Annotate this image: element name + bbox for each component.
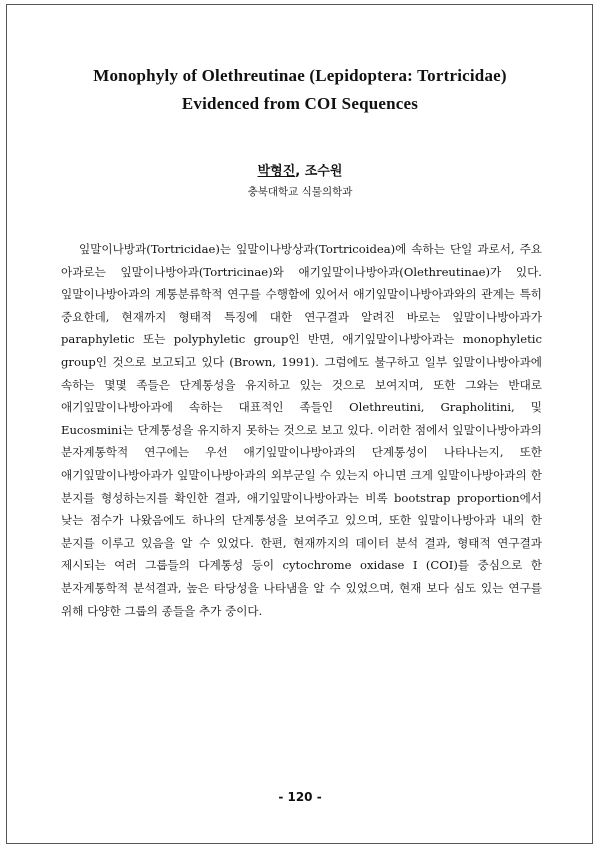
author-2: 조수원 <box>304 164 343 179</box>
abstract <box>61 238 542 622</box>
affiliation: 충북대학교 식물의학과 <box>247 186 353 198</box>
paper-title <box>40 62 560 118</box>
author-list <box>0 160 600 179</box>
title-line-1: Monophyly of Olethreutinae (Lepidoptera: Tortricidae) <box>93 66 507 85</box>
title-line-2: Evidenced from COI Sequences <box>181 94 419 113</box>
author-1: 박형진 <box>257 164 296 179</box>
abstract-paragraph: 잎말이나방과(Tortricidae)는 잎말이나방상과(Tortricoidea)에 속하는 단일 과로서, 주요 아과로는 잎말이나방아과(Tortricinae)와 애기잎말이나방아과(Olethreutinae)가 있다. 잎말이나방아과의 계통분류학적 연구를 수행함에 있어서 애기잎말이나방아과와의 관계는 특히 중요한데, 현재까지 형태적 특징에 대한 연구결과 알려진 바로는 잎말이나방아과가 paraphyletic 또는 polyphyletic group인 반면, 애기잎말이나방아과는 monophyletic group인 것으로 보고되고 있다 (Brown, 1991). 그럼에도 불구하고 일부 잎말이나방아과에 속하는 몇몇 족들은 단계통성을 유지하고 있는 것으로 보여지며, 또한 그와는 반대로 애기잎말이나방아과에 속하는 대표적인 족들인 Olethreutini, Grapholitini, 및 Eucosmini는 단계통성을 유지하지 못하는 것으로 보고 있다. 이러한 점에서 잎말이나방아과의 분자계통학적 연구에는 우선 애기잎말이나방아과의 단계통성이 나타나는지, 또한 애기잎말이나방아과가 잎말이나방아과의 외부군일 수 있는지 아니면 크게 잎말이나방아과의 한 분지를 형성하는지를 확인한 결과, 애기잎말이나방아과는 비록 bootstrap proportion에서 낮는 점수가 나왔음에도 하나의 단계통성을 보여주고 있으며, 또한 잎말이나방아과 내의 한 분지를 이루고 있음을 알 수 있었다. 한편, 현재까지의 데이터 분석 결과, 형태적 연구결과 제시되는 여러 그룹들의 다계통성 등이 cytochrome oxidase I (COI)를 중심으로 한 분자계통학적 분석결과, 높은 타당성을 나타냄을 알 수 있었으며, 현재 보다 심도 있는 연구를 위해 다양한 그룹의 종들을 추가 중이다. <box>61 242 542 618</box>
author-separator: , <box>295 164 305 179</box>
page-number: - 120 - <box>278 790 322 804</box>
